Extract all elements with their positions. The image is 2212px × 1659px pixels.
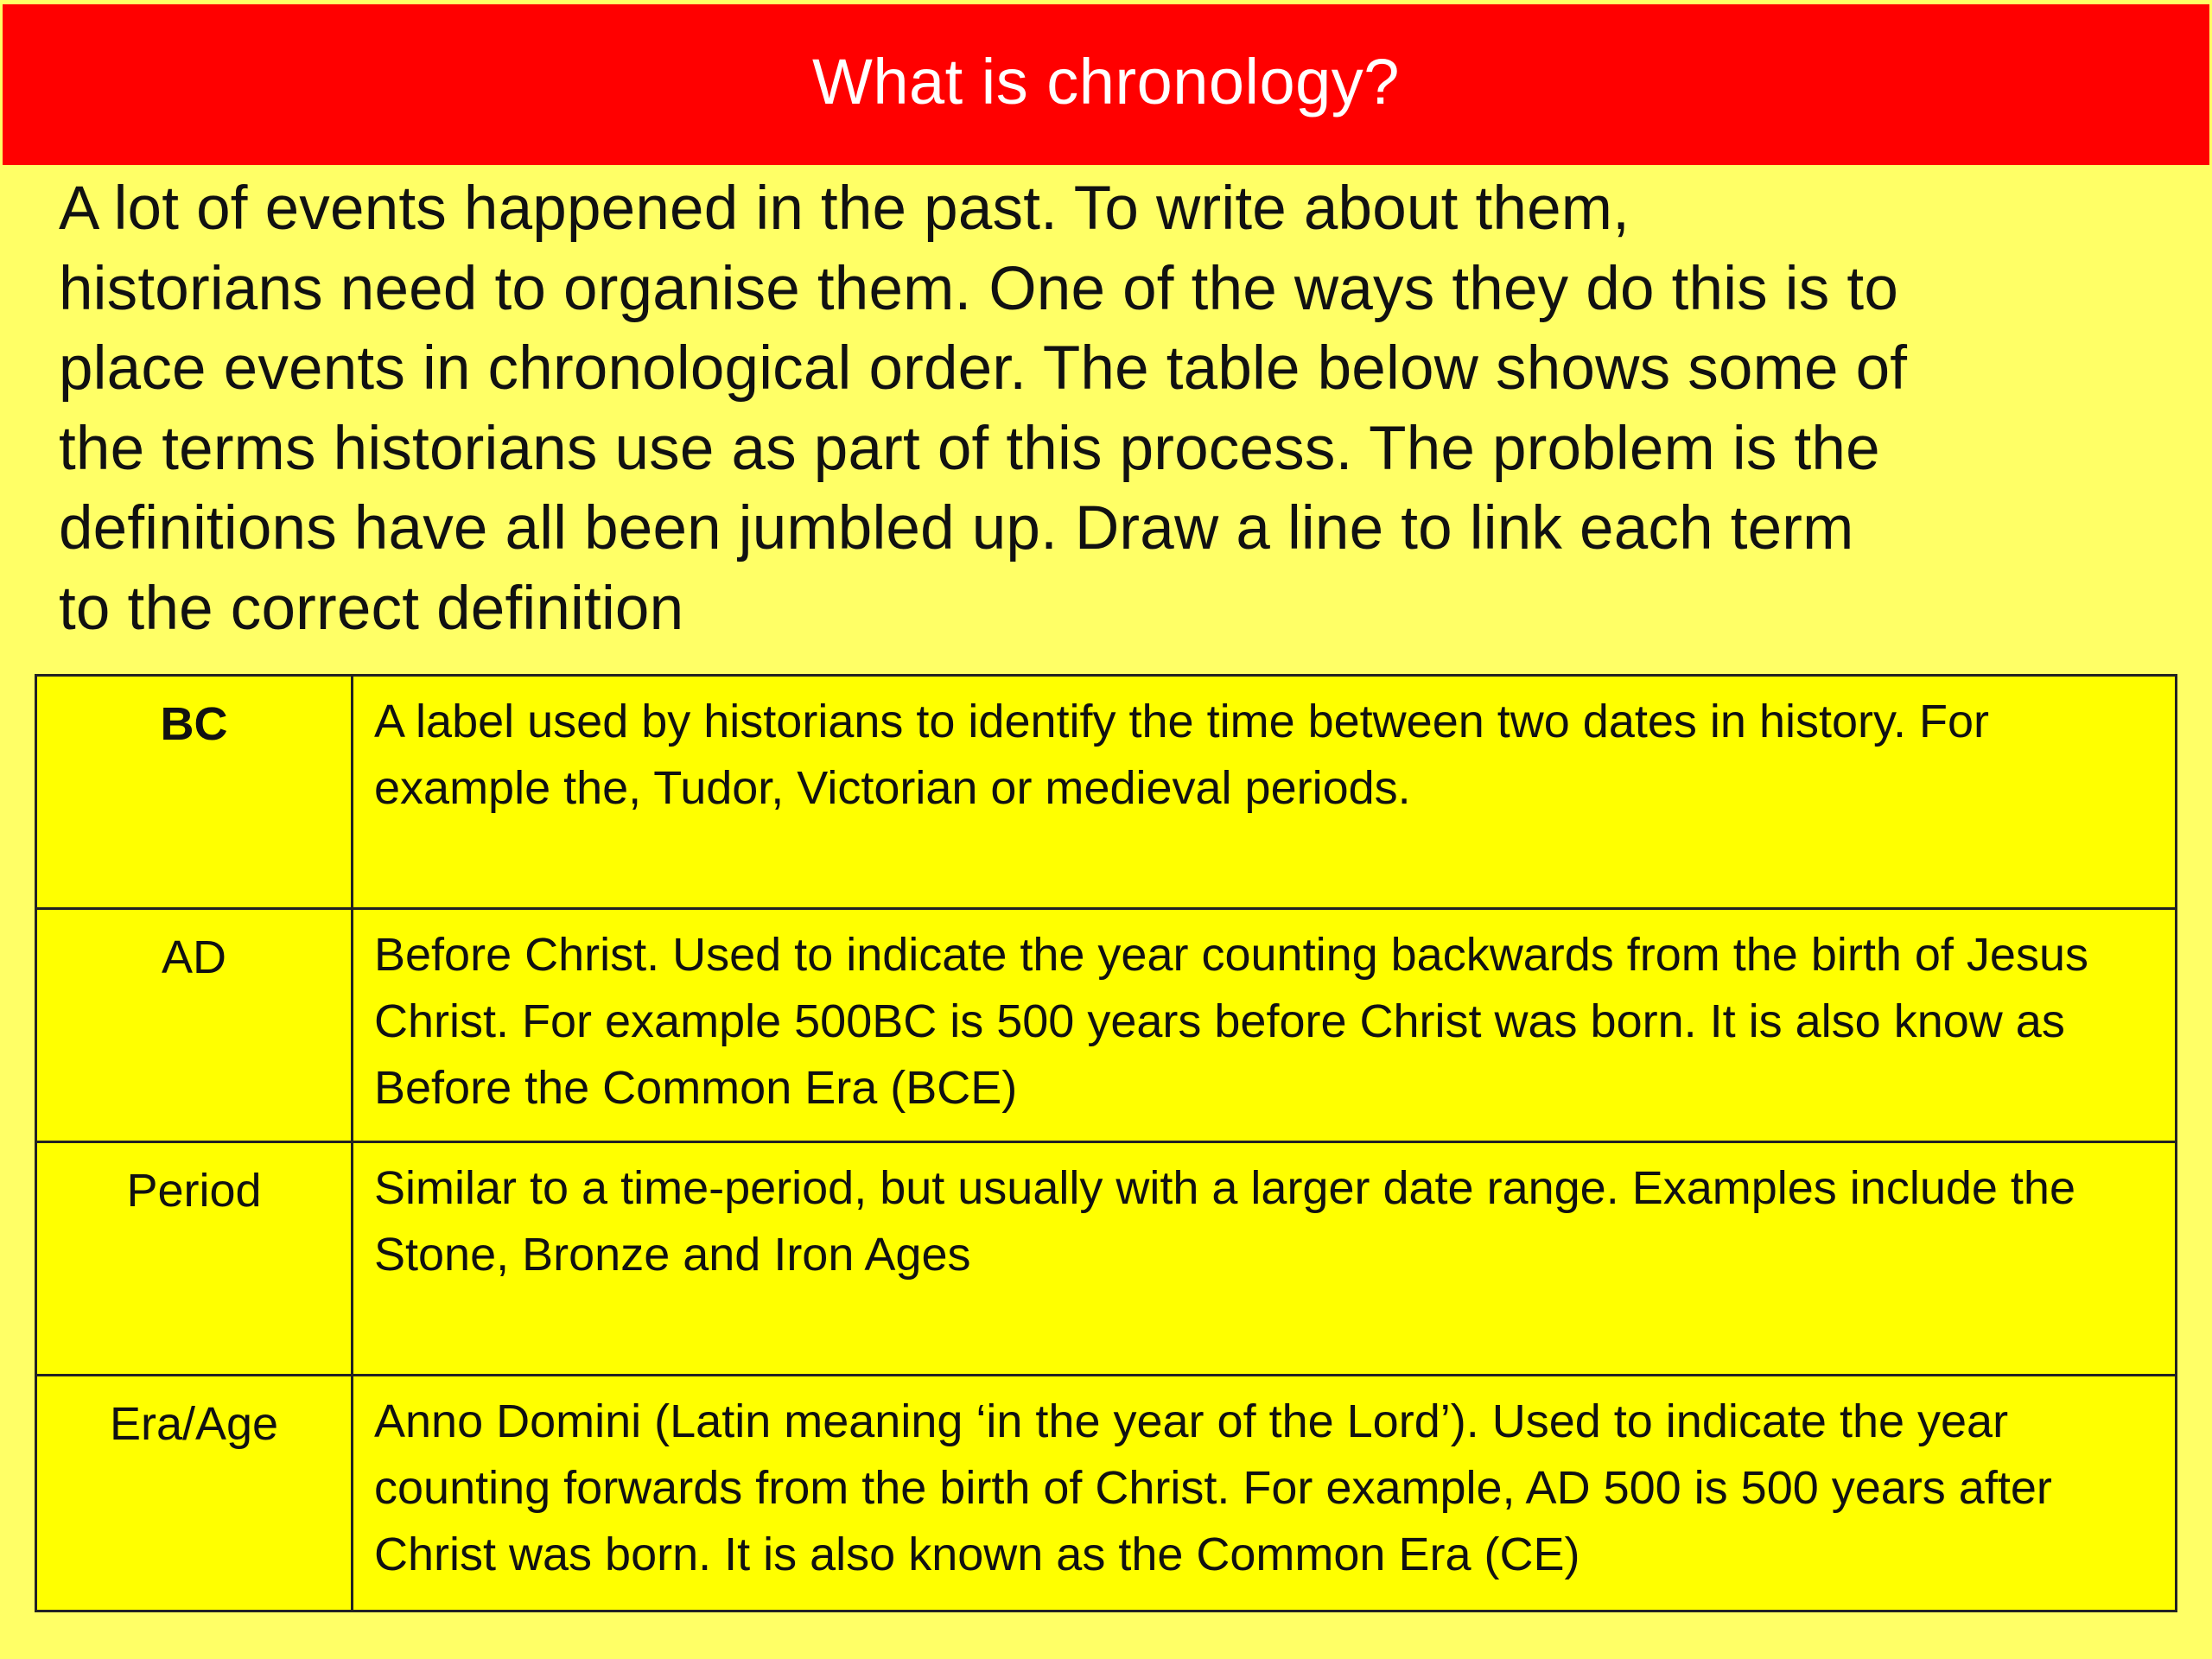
definition-cell: Before Christ. Used to indicate the year counting backwards from the birth of Jesus Christ. For example 500BC is 500 years before Christ was born. It is also know as Before the Common Era (BCE) xyxy=(353,909,2177,1142)
intro-paragraph xyxy=(59,169,2167,649)
term-cell: AD xyxy=(36,909,353,1142)
table-row xyxy=(36,909,2177,1142)
term-cell: BC xyxy=(36,676,353,909)
table-row xyxy=(36,676,2177,909)
intro-line: to the correct definition xyxy=(59,574,684,643)
intro-line: place events in chronological order. The table below shows some of xyxy=(59,334,1908,403)
term-cell: Era/Age xyxy=(36,1376,353,1611)
title-bar xyxy=(3,4,2209,165)
definition-cell: A label used by historians to identify the time between two dates in history. For example the, Tudor, Victorian or medieval periods. xyxy=(353,676,2177,909)
intro-line: historians need to organise them. One of the ways they do this is to xyxy=(59,254,1899,323)
intro-line: definitions have all been jumbled up. Draw a line to link each term xyxy=(59,494,1854,563)
intro-line: A lot of events happened in the past. To write about them, xyxy=(59,175,1630,243)
page-title: What is chronology? xyxy=(812,46,1400,118)
table-row xyxy=(36,1142,2177,1376)
intro-line: the terms historians use as part of this process. The problem is the xyxy=(59,414,1880,483)
term-cell: Period xyxy=(36,1142,353,1376)
table-row xyxy=(36,1376,2177,1611)
definition-cell: Similar to a time-period, but usually with a larger date range. Examples include the Stone, Bronze and Iron Ages xyxy=(353,1142,2177,1376)
definition-cell: Anno Domini (Latin meaning ‘in the year of the Lord’). Used to indicate the year counting forwards from the birth of Christ. For example, AD 500 is 500 years after Christ was born. It is also known as the Common Era (CE) xyxy=(353,1376,2177,1611)
terms-table xyxy=(35,674,2177,1612)
